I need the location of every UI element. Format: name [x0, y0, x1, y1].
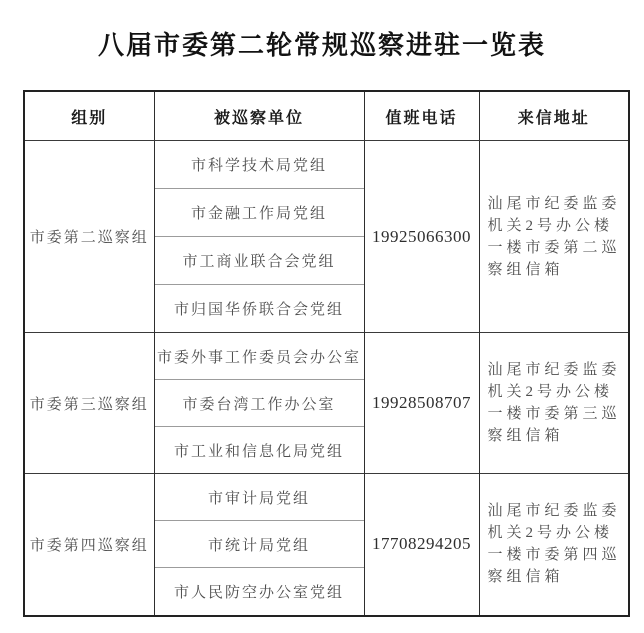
- header-row: [24, 91, 629, 141]
- address-cell: 汕尾市纪委监委机关2号办公楼一楼市委第二巡察组信箱: [479, 141, 629, 333]
- col-header-inspected-unit: 被巡察单位: [154, 91, 364, 141]
- unit-cell: 市工商业联合会党组: [154, 237, 364, 285]
- table-row: [24, 333, 629, 380]
- page-title: 八届市委第二轮常规巡察进驻一览表: [97, 31, 546, 60]
- unit-cell: 市委台湾工作办公室: [154, 380, 364, 427]
- table-row: [24, 141, 629, 189]
- table-row: [24, 474, 629, 521]
- table-body: [24, 141, 629, 616]
- unit-cell: 市人民防空办公室党组: [154, 568, 364, 616]
- phone-cell: 19928508707: [364, 333, 479, 474]
- col-header-group: 组别: [24, 91, 154, 141]
- unit-cell: 市委外事工作委员会办公室: [154, 333, 364, 380]
- unit-cell: 市统计局党组: [154, 521, 364, 568]
- col-header-mail-address: 来信地址: [479, 91, 629, 141]
- col-header-duty-phone: 值班电话: [364, 91, 479, 141]
- unit-cell: 市科学技术局党组: [154, 141, 364, 189]
- group-name-cell: 市委第四巡察组: [24, 474, 154, 616]
- phone-cell: 19925066300: [364, 141, 479, 333]
- inspection-roster-table: [23, 90, 630, 617]
- unit-cell: 市归国华侨联合会党组: [154, 285, 364, 333]
- unit-cell: 市审计局党组: [154, 474, 364, 521]
- address-cell: 汕尾市纪委监委机关2号办公楼一楼市委第三巡察组信箱: [479, 333, 629, 474]
- unit-cell: 市工业和信息化局党组: [154, 427, 364, 474]
- table-header: [24, 91, 629, 141]
- group-name-cell: 市委第二巡察组: [24, 141, 154, 333]
- group-name-cell: 市委第三巡察组: [24, 333, 154, 474]
- unit-cell: 市金融工作局党组: [154, 189, 364, 237]
- phone-cell: 17708294205: [364, 474, 479, 616]
- address-cell: 汕尾市纪委监委机关2号办公楼一楼市委第四巡察组信箱: [479, 474, 629, 616]
